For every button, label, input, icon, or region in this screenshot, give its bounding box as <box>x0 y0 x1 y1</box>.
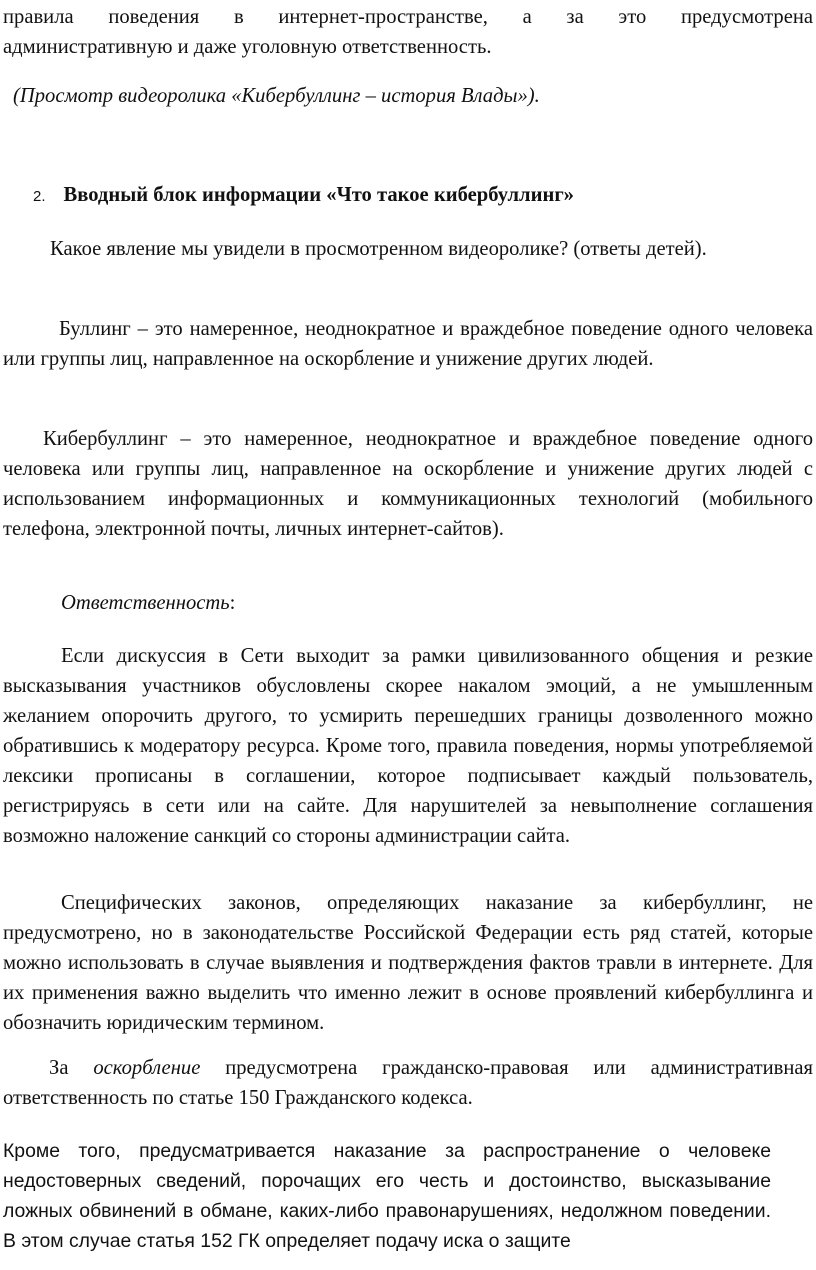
paragraph-intro-line1: правила поведения в интернет-пространстве, а за это предусмотрена <box>3 6 813 28</box>
section-heading <box>33 180 813 212</box>
section-number: 2. <box>33 188 46 205</box>
defamation-paragraph: Кроме того, предусматривается наказание за распространение о человеке недостоверных сведений, порочащих его честь и достоинство, высказывание ложных обвинений в обмане, каких-либо правонарушениях, недолжном поведении. В этом случае статья 152 ГК определяет подачу иска о защите <box>3 1140 771 1252</box>
laws-paragraph: Специфических законов, определяющих наказание за кибербуллинг, не предусмотрено, но в законодательстве Российской Федерации есть ряд статей, которые можно использовать в случае выявления и подтверждения фактов травли в интернете. Для их применения важно выделить что именно лежит в основе проявлений кибербуллинга и обозначить юридическим термином. <box>3 892 813 1034</box>
video-note: (Просмотр видеоролика «Кибербуллинг – история Влады»). <box>13 85 540 107</box>
cyberbullying-definition: Кибербуллинг – это намеренное, неоднократное и враждебное поведение одного человека или группы лиц, направленное на оскорбление и унижение других людей с использованием информационных и коммуникационных технологий (мобильного телефона, электронной почты, личных интернет-сайтов). <box>3 428 813 540</box>
insult-prefix: За <box>49 1057 94 1079</box>
paragraph-intro-line2: административную и даже уголовную ответственность. <box>3 36 492 58</box>
responsibility-colon: : <box>229 592 236 614</box>
moderation-paragraph: Если дискуссия в Сети выходит за рамки цивилизованного общения и резкие высказывания участников обусловлены скорее накалом эмоций, а не умышленным желанием опорочить другого, то усмирить перешедших границы дозволенного можно обратившись к модератору ресурса. Кроме того, правила поведения, нормы употребляемой лексики прописаны в соглашении, которое подписывает каждый пользователь, регистрируясь в сети или на сайте. Для нарушителей за невыполнение соглашения возможно наложение санкций со стороны администрации сайта. <box>3 645 813 847</box>
responsibility-label: Ответственность <box>61 592 230 614</box>
section-title: Вводный блок информации «Что такое кибербуллинг» <box>63 184 574 206</box>
responsibility-heading <box>3 588 813 618</box>
insult-paragraph <box>3 1053 813 1113</box>
insult-rest: предусмотрена гражданско-правовая или административная ответственность по статье 150 Гражданского кодекса. <box>3 1057 814 1109</box>
question-paragraph: Какое явление мы увидели в просмотренном видеоролике? (ответы детей). <box>50 238 707 260</box>
bullying-definition: Буллинг – это намеренное, неоднократное и враждебное поведение одного человека или группы лиц, направленное на оскорбление и унижение других людей. <box>3 318 813 370</box>
insult-term: оскорбление <box>93 1057 201 1079</box>
